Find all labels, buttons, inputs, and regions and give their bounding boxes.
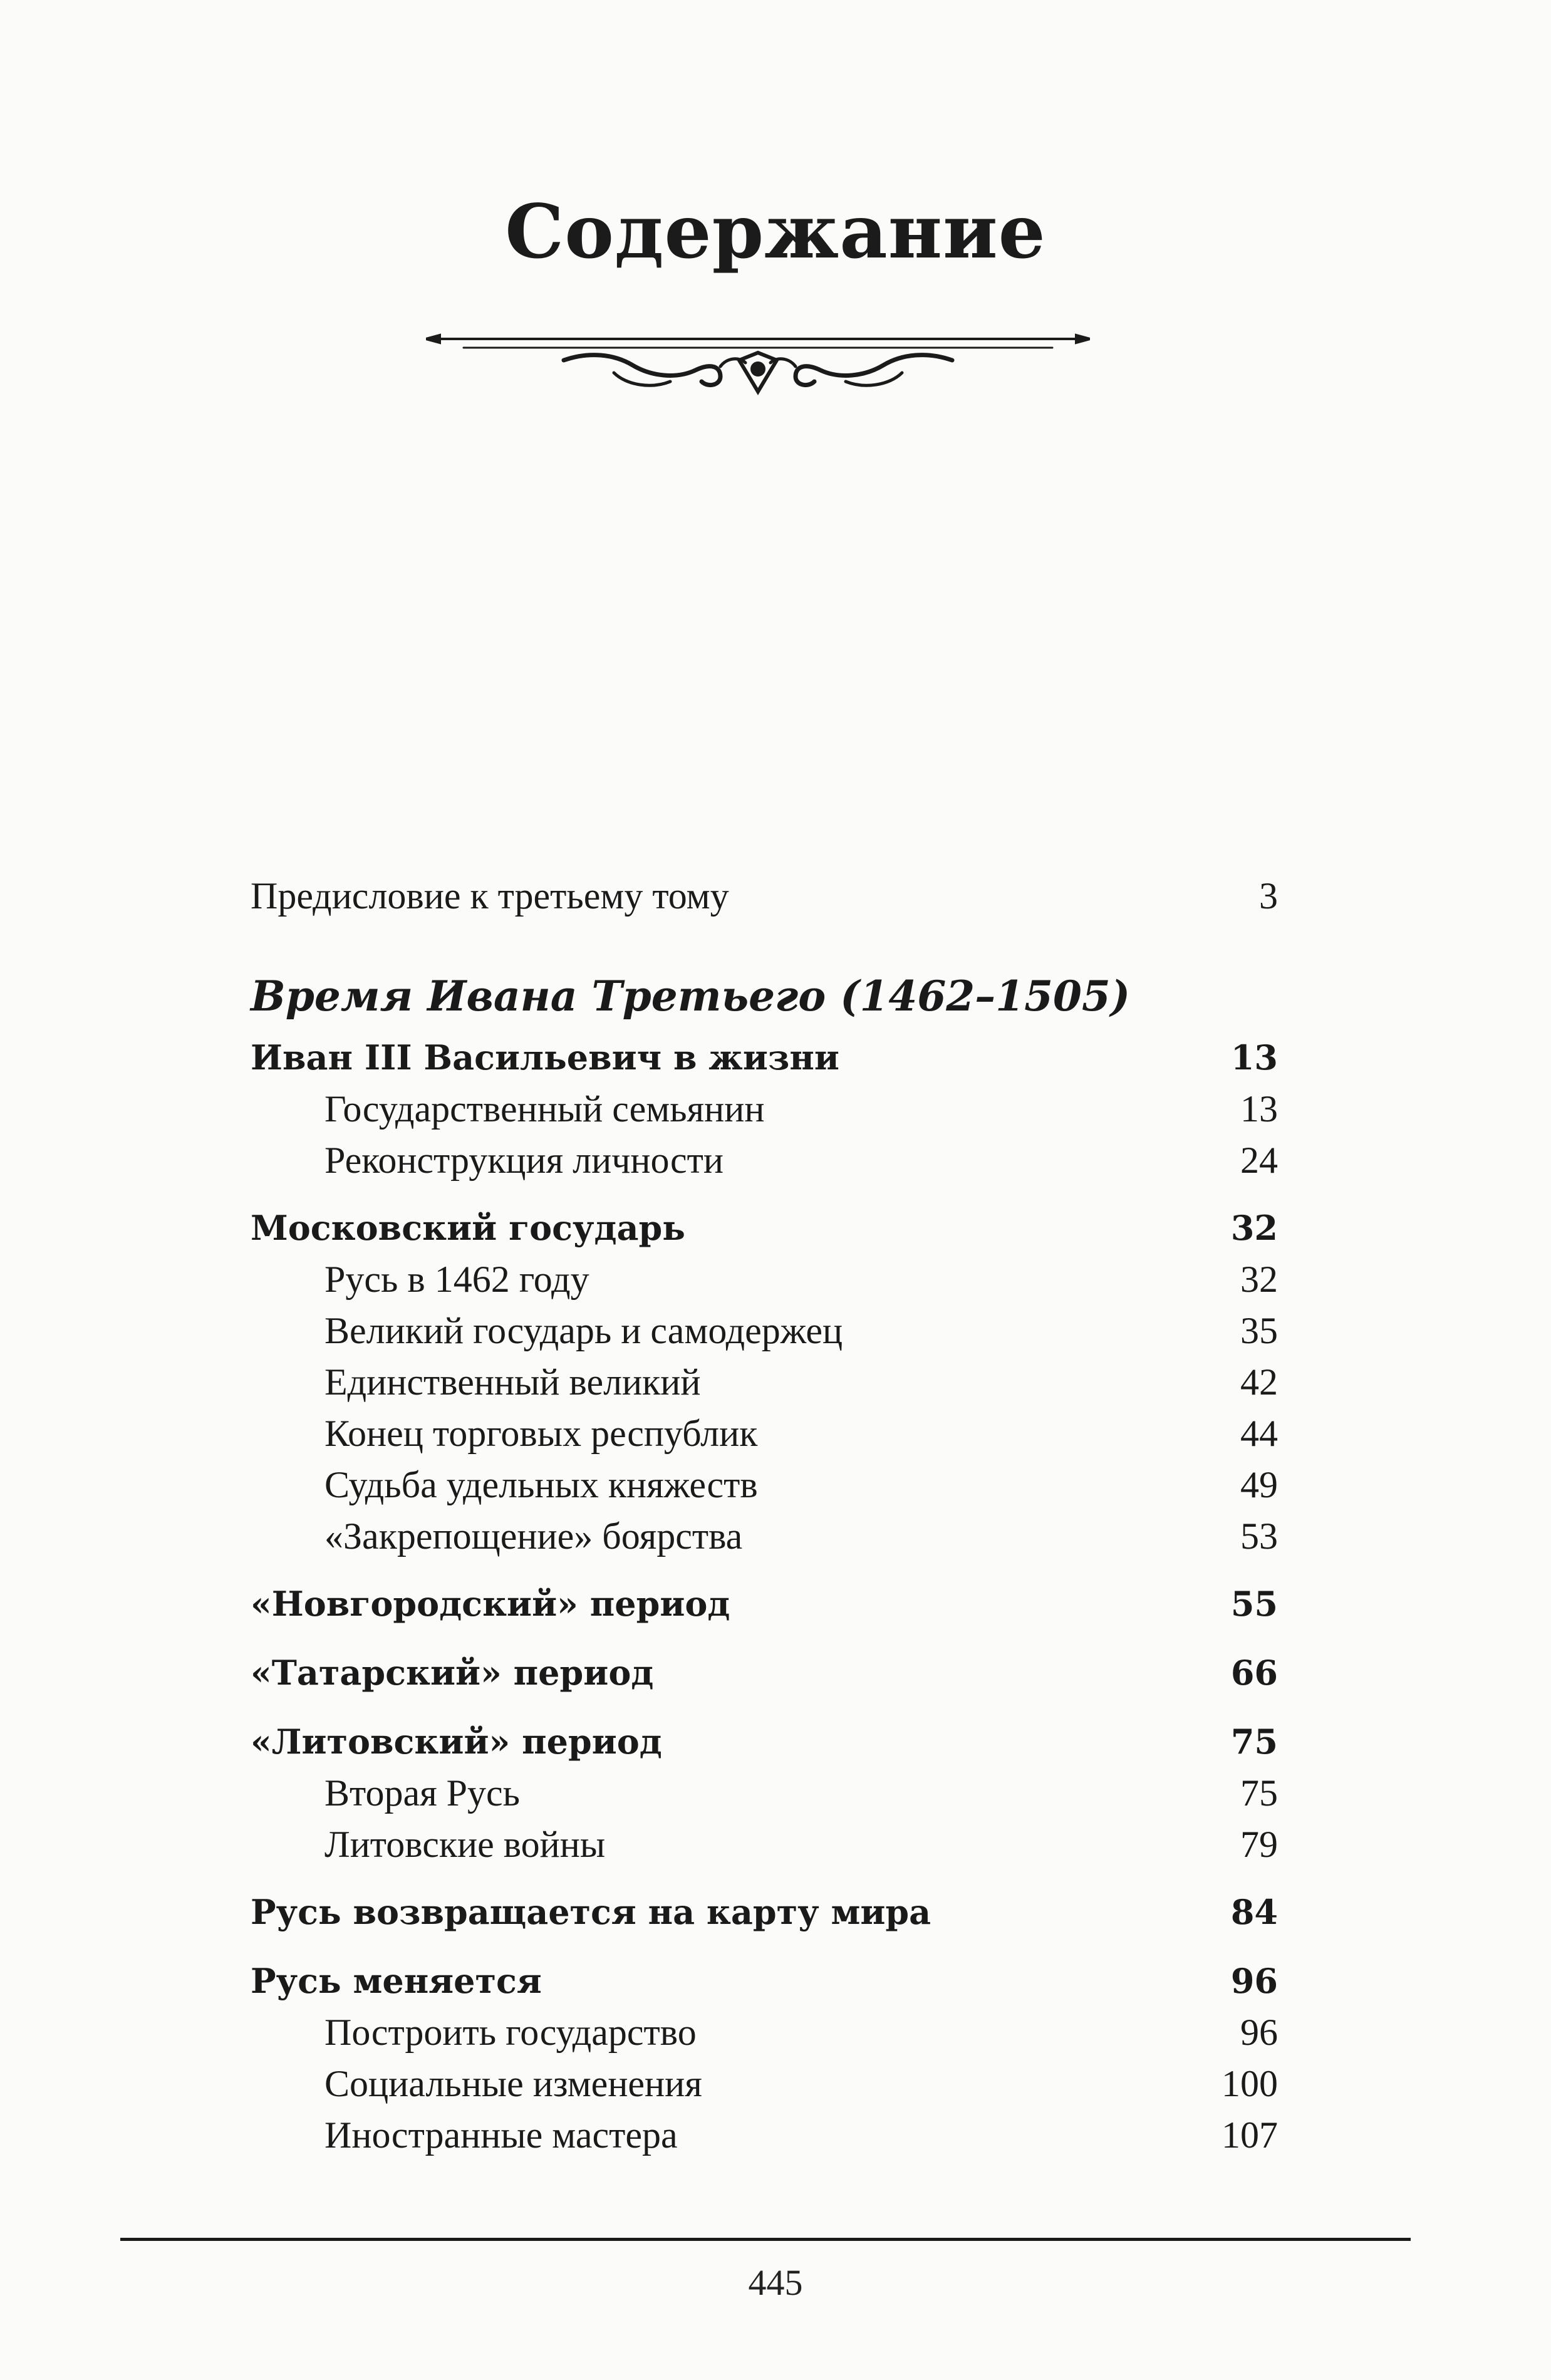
toc-entry-label: «Закрепощение» боярства — [324, 1515, 743, 1557]
toc-entry-label: Иностранные мастера — [324, 2114, 678, 2156]
toc-entry-page: 44 — [1240, 1413, 1278, 1454]
toc-chapter[interactable] — [251, 1032, 1278, 1083]
toc-entry-label: Конец торговых республик — [324, 1413, 758, 1454]
toc-entry-page: 53 — [1240, 1515, 1278, 1557]
toc-section[interactable] — [251, 1254, 1278, 1304]
toc-entry-label: Литовские войны — [324, 1824, 606, 1865]
toc-entry-label: «Татарский» период — [251, 1653, 654, 1693]
footer-divider — [120, 2238, 1411, 2241]
toc-chapter[interactable] — [251, 1956, 1278, 2006]
toc-entry-label: Судьба удельных княжеств — [324, 1464, 758, 1505]
toc-entry-label: Вторая Русь — [324, 1772, 521, 1814]
toc-entry-page: 96 — [1230, 1961, 1278, 2001]
toc-entry-page: 107 — [1222, 2114, 1278, 2156]
toc-entry-label: Построить государство — [324, 2012, 697, 2053]
toc-chapter[interactable] — [251, 1579, 1278, 1629]
toc-section[interactable] — [251, 1135, 1278, 1185]
toc-entry-page: 49 — [1240, 1464, 1278, 1505]
toc-entry-page: 13 — [1240, 1088, 1278, 1130]
toc-entry-page: 13 — [1230, 1037, 1278, 1078]
toc-part-title: Время Ивана Третьего (1462–1505) — [251, 972, 1131, 1021]
toc-entry-label: Московский государь — [251, 1208, 685, 1248]
toc-entry-label: Великий государь и самодержец — [324, 1310, 843, 1351]
toc-section[interactable] — [251, 2059, 1278, 2109]
toc-section[interactable] — [251, 1084, 1278, 1134]
toc-section[interactable] — [251, 1511, 1278, 1561]
toc-entry-page: 42 — [1240, 1361, 1278, 1403]
toc-entry-page: 24 — [1240, 1140, 1278, 1181]
toc-section[interactable] — [251, 1819, 1278, 1869]
toc-section[interactable] — [251, 1460, 1278, 1510]
toc-entry-page: 35 — [1240, 1310, 1278, 1351]
toc-entry-page: 3 — [1259, 875, 1278, 917]
toc-entry-page: 96 — [1240, 2012, 1278, 2053]
toc-section[interactable] — [251, 1357, 1278, 1407]
toc-entry-label: Русь возвращается на карту мира — [251, 1892, 931, 1932]
toc-entry-label: Социальные изменения — [324, 2063, 702, 2104]
toc-entry-page: 100 — [1222, 2063, 1278, 2104]
page-title: Содержание — [505, 188, 1046, 275]
toc-entry-label: Единственный великий — [324, 1361, 701, 1403]
toc-chapter[interactable] — [251, 1717, 1278, 1767]
toc-chapter[interactable] — [251, 1648, 1278, 1698]
toc-entry-page: 66 — [1230, 1653, 1278, 1693]
title-ornament-icon — [426, 316, 1090, 410]
toc-entry-label: «Литовский» период — [251, 1722, 662, 1762]
toc-entry-label: Предисловие к третьему тому — [251, 875, 729, 917]
toc-entry-preface[interactable] — [251, 871, 1278, 921]
toc-chapter[interactable] — [251, 1203, 1278, 1253]
toc-entry-page: 55 — [1230, 1584, 1278, 1624]
page-number: 445 — [748, 2262, 803, 2303]
toc-entry-page: 84 — [1230, 1892, 1278, 1932]
toc-entry-label: Государственный семьянин — [324, 1088, 765, 1130]
toc-chapter[interactable] — [251, 1887, 1278, 1937]
toc-section[interactable] — [251, 2007, 1278, 2057]
toc-entry-label: Русь меняется — [251, 1961, 542, 2001]
toc-entry-label: Реконструкция личности — [324, 1140, 724, 1181]
toc-entry-page: 79 — [1240, 1824, 1278, 1865]
toc-section[interactable] — [251, 1408, 1278, 1458]
toc-entry-page: 75 — [1230, 1722, 1278, 1762]
toc-entry-page: 32 — [1240, 1259, 1278, 1300]
toc-entry-label: Иван III Васильевич в жизни — [251, 1037, 839, 1078]
toc-section[interactable] — [251, 1768, 1278, 1818]
toc-section[interactable] — [251, 1306, 1278, 1356]
toc-entry-page: 32 — [1230, 1208, 1278, 1248]
toc-entry-label: Русь в 1462 году — [324, 1259, 589, 1300]
toc-entry-label: «Новгородский» период — [251, 1584, 730, 1624]
toc-section[interactable] — [251, 2110, 1278, 2160]
toc-entry-page: 75 — [1240, 1772, 1278, 1814]
